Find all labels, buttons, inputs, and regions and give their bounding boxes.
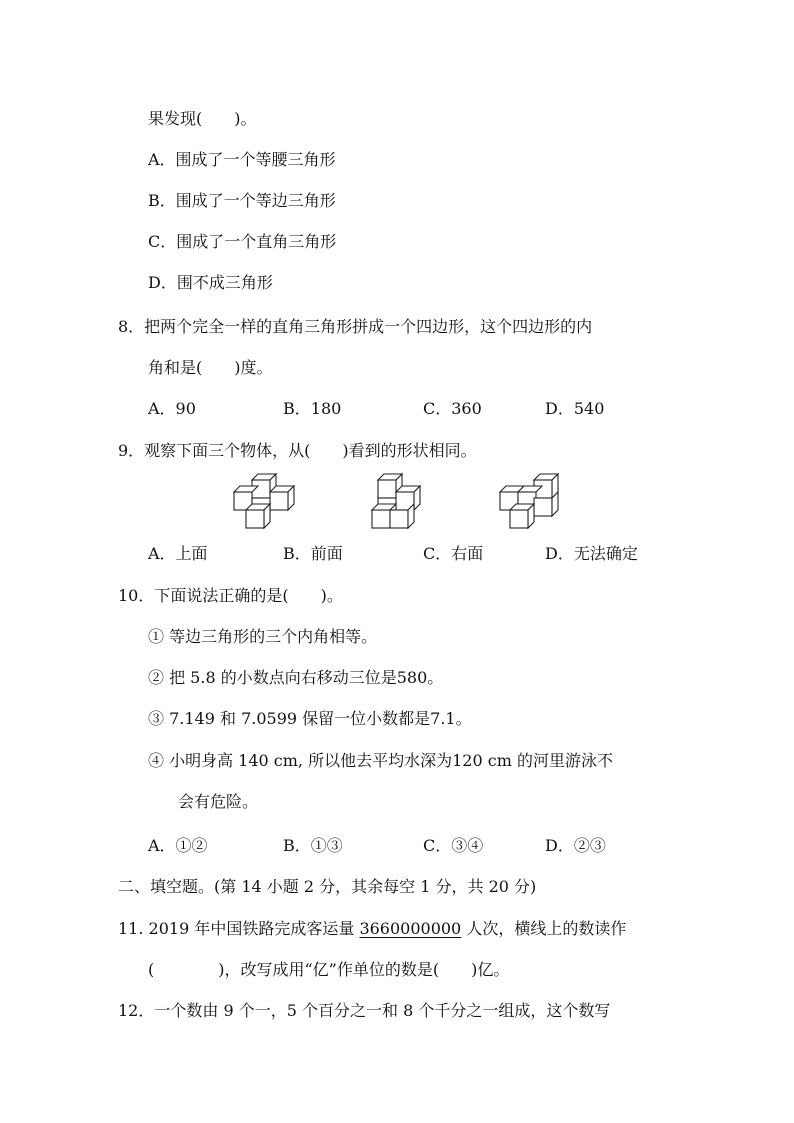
q9-option-a: A．上面: [148, 544, 208, 563]
q12-line1: 12．一个数由 9 个一，5 个百分之一和 8 个千分之一组成，这个数写: [118, 1001, 611, 1020]
q10-option-b: B．①③: [283, 836, 343, 855]
q7-option-a: A．围成了一个等腰三角形: [148, 150, 336, 169]
q11-text-after-number: 人次，横线上的数读作: [461, 919, 627, 938]
q10-statement-4-line2: 会有危险。: [178, 792, 259, 811]
q10-statement-2: ② 把 5.8 的小数点向右移动三位是580。: [148, 668, 444, 687]
q11-underlined-number: 3660000000: [359, 919, 462, 938]
q9-option-c: C．右面: [423, 544, 484, 563]
q8-stem-line1: 8．把两个完全一样的直角三角形拼成一个四边形，这个四边形的内: [118, 317, 593, 336]
q11-line2: ( )，改写成用“亿”作单位的数是( )亿。: [148, 960, 510, 979]
q10-option-d: D．②③: [545, 836, 606, 855]
q8-stem-line2: 角和是( )度。: [148, 358, 273, 377]
q10-stem: 10．下面说法正确的是( )。: [118, 586, 343, 605]
q9-option-d: D．无法确定: [545, 544, 638, 563]
q10-statement-4-line1: ④ 小明身高 140 cm, 所以他去平均水深为120 cm 的河里游泳不: [148, 751, 613, 770]
q7-option-b: B．围成了一个等边三角形: [148, 191, 336, 210]
section-2-heading: 二、填空题。(第 14 小题 2 分，其余每空 1 分，共 20 分): [118, 877, 537, 896]
cube-figure-2: [366, 472, 428, 530]
q10-statement-1: ① 等边三角形的三个内角相等。: [148, 627, 378, 646]
q8-option-b: B．180: [283, 399, 342, 418]
q9-option-b: B．前面: [283, 544, 343, 563]
q8-option-d: D．540: [545, 399, 605, 418]
q9-stem: 9．观察下面三个物体，从( )看到的形状相同。: [118, 441, 477, 460]
cube-figure-1: [228, 472, 300, 530]
q7-option-d: D．围不成三角形: [148, 273, 273, 292]
q10-option-a: A．①②: [148, 836, 208, 855]
cube-figure-3: [494, 472, 564, 530]
q7-continuation: 果发现( )。: [148, 109, 257, 128]
q7-option-c: C．围成了一个直角三角形: [148, 232, 337, 251]
q8-option-c: C．360: [423, 399, 482, 418]
q8-option-a: A．90: [148, 399, 196, 418]
q10-statement-3: ③ 7.149 和 7.0599 保留一位小数都是7.1。: [148, 709, 472, 728]
q11-line1: [118, 918, 626, 940]
q11-text-before-number: 11. 2019 年中国铁路完成客运量: [118, 919, 360, 938]
q10-option-c: C．③④: [423, 836, 484, 855]
